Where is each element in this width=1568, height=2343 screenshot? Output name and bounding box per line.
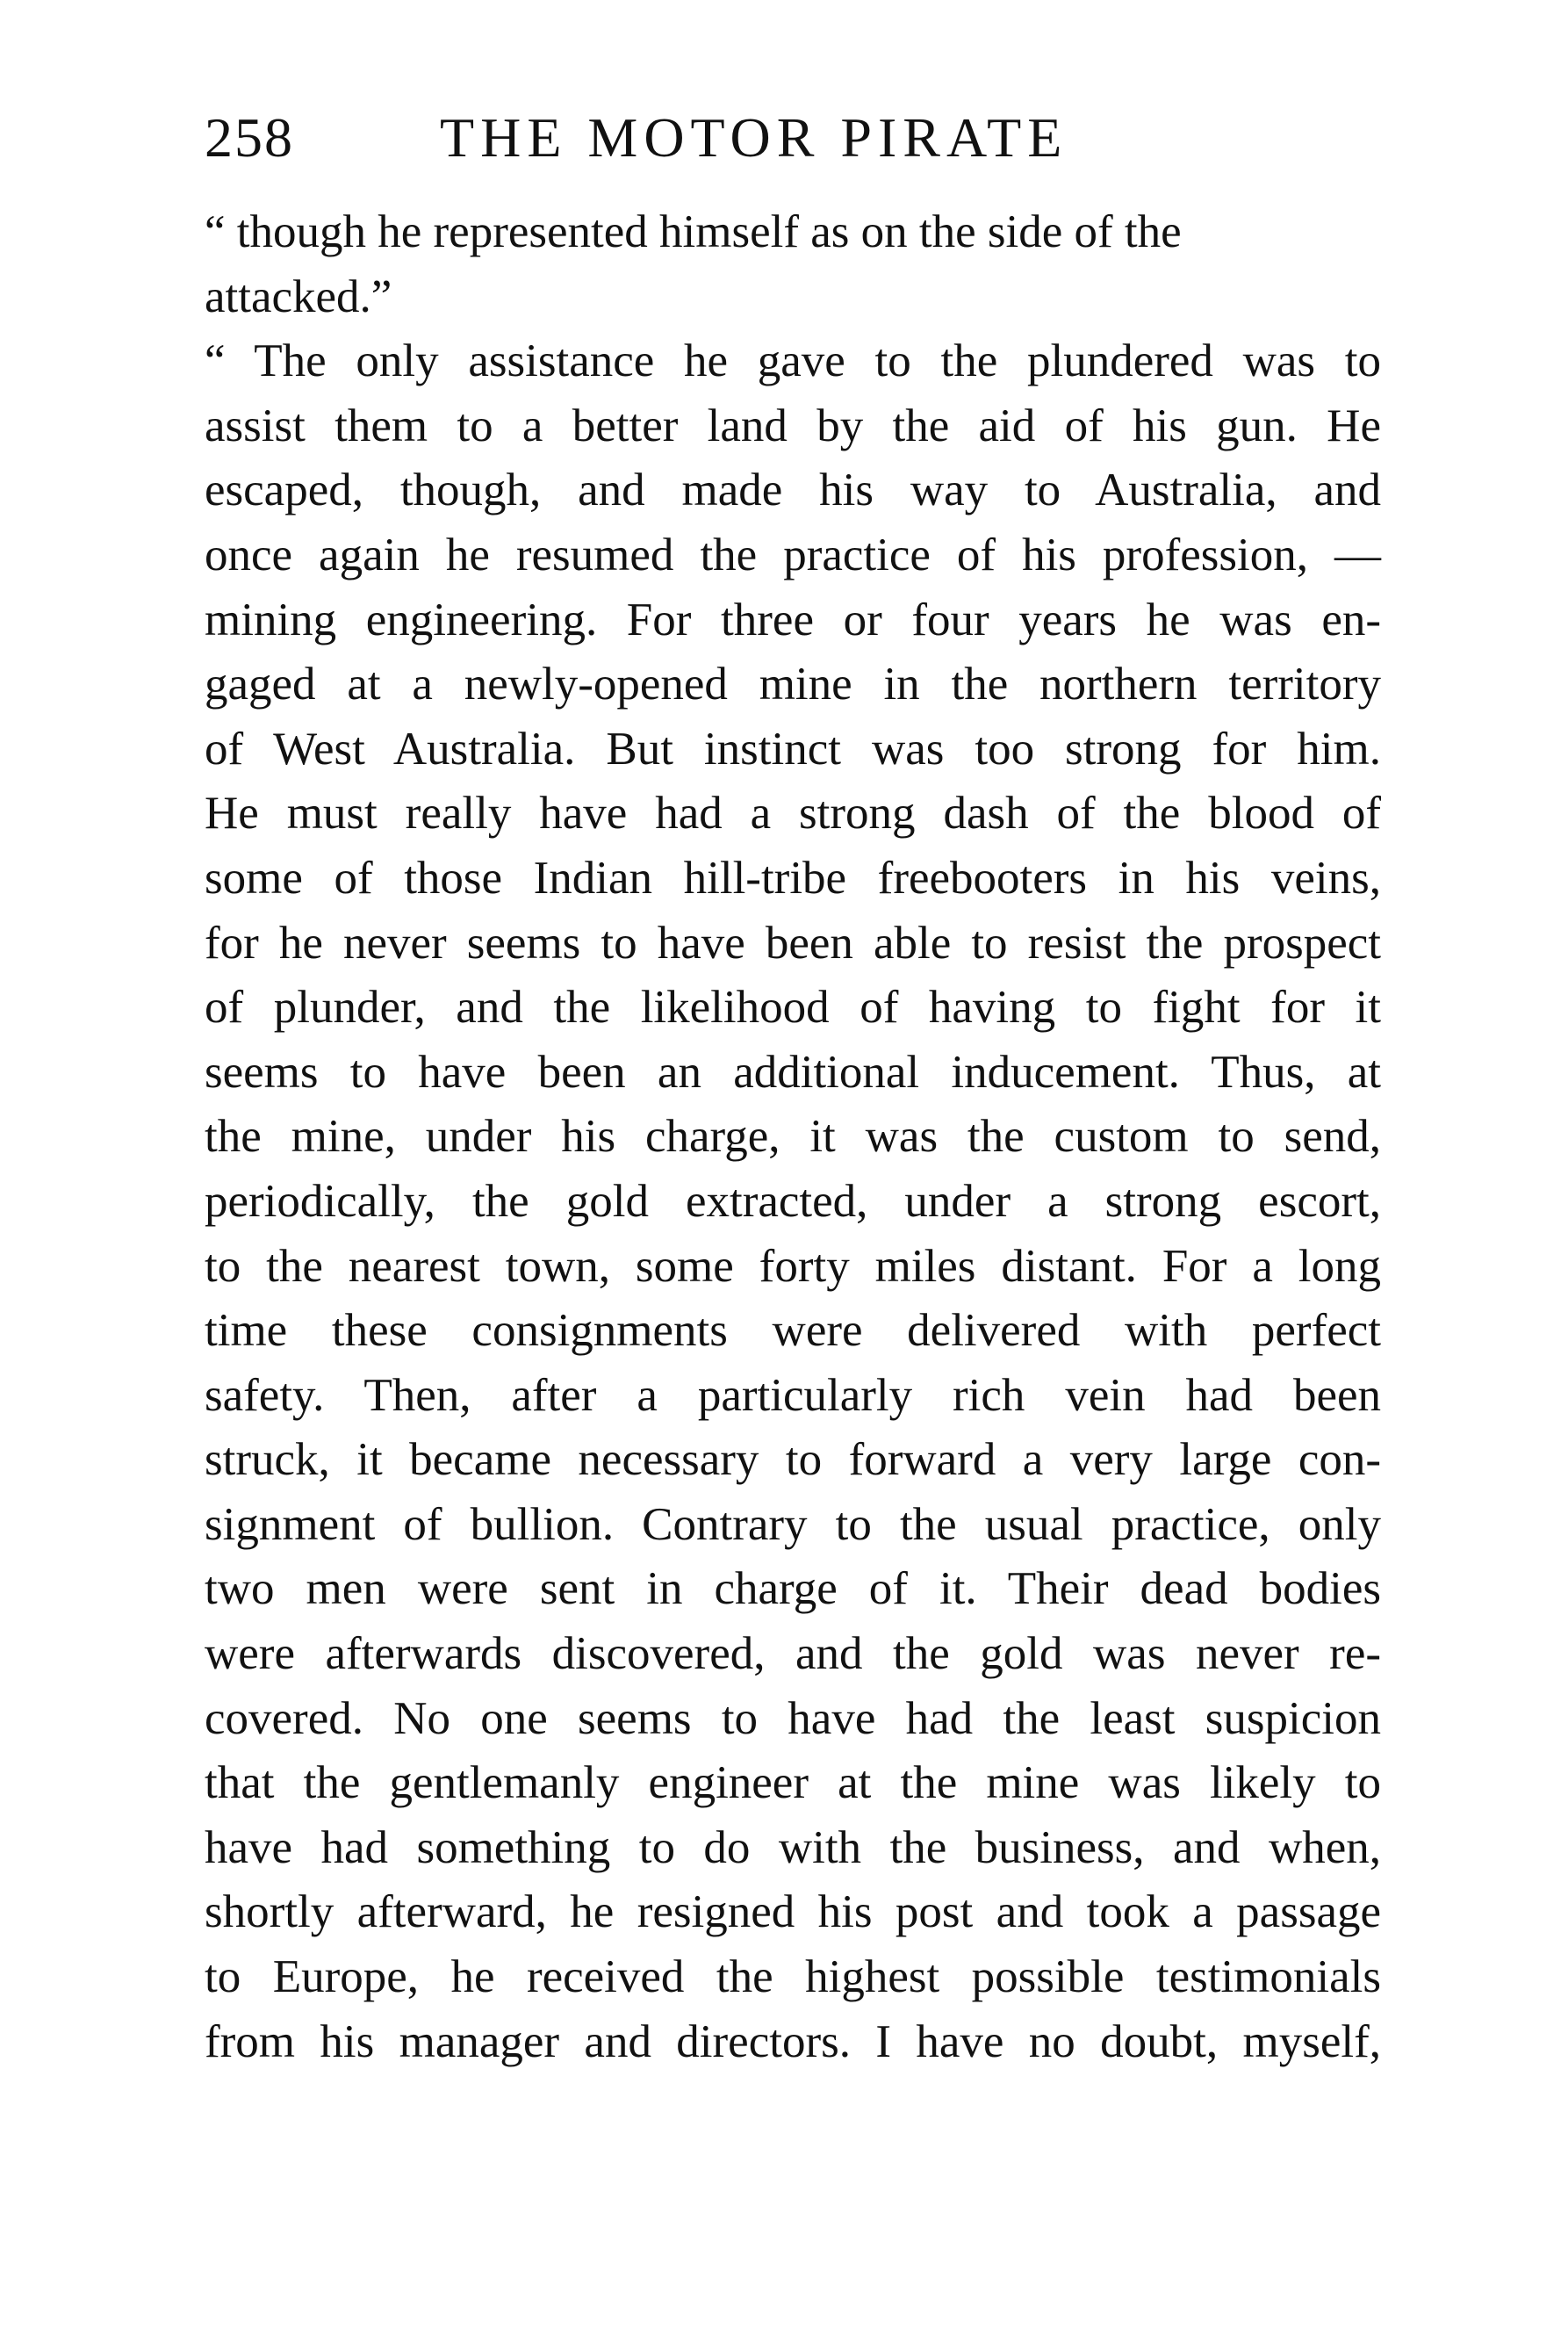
text-line: escaped, though, and made his way to Australia, and — [205, 465, 1381, 516]
text-line: attacked.” — [205, 270, 392, 322]
text-line: shortly afterward, he resigned his post and took a passage — [205, 1886, 1381, 1938]
text-line: of West Australia. But instinct was too strong for him. — [205, 723, 1381, 775]
text-line: safety. Then, after a particularly rich vein had been — [205, 1369, 1381, 1421]
text-line: covered. No one seems to have had the least suspicion — [205, 1692, 1381, 1744]
running-head — [205, 98, 1381, 177]
text-line: time these consignments were delivered with perfect — [205, 1305, 1381, 1357]
page-number: 258 — [205, 106, 294, 169]
text-line: signment of bullion. Contrary to the usual practice, only — [205, 1498, 1381, 1550]
text-line: once again he resumed the practice of his profession, — — [205, 529, 1381, 580]
text-line: assist them to a better land by the aid of his gun. He — [205, 400, 1381, 451]
text-line: the mine, under his charge, it was the custom to send, — [205, 1111, 1381, 1163]
text-line: seems to have been an additional inducement. Thus, at — [205, 1046, 1381, 1098]
text-line: some of those Indian hill-tribe freebooters in his veins, — [205, 852, 1381, 904]
text-line: gaged at a newly-opened mine in the northern territory — [205, 659, 1381, 710]
text-line: two men were sent in charge of it. Their dead bodies — [205, 1563, 1381, 1615]
text-line: He must really have had a strong dash of the blood of — [205, 788, 1381, 840]
text-line: have had something to do with the business, and when, — [205, 1821, 1381, 1873]
text-line: to the nearest town, some forty miles distant. For a long — [205, 1240, 1381, 1292]
text-line: periodically, the gold extracted, under a strong escort, — [205, 1175, 1381, 1227]
text-line: “ though he represented himself as on the side of the — [205, 206, 1182, 257]
text-line: of plunder, and the likelihood of having to fight for it — [205, 982, 1381, 1034]
running-title: THE MOTOR PIRATE — [440, 106, 1068, 169]
body-text — [205, 200, 1381, 2074]
text-line: struck, it became necessary to forward a very large con- — [205, 1434, 1381, 1486]
text-line: were afterwards discovered, and the gold was never re- — [205, 1628, 1381, 1680]
text-line: mining engineering. For three or four years he was en- — [205, 594, 1381, 645]
text-line: for he never seems to have been able to resist the prospect — [205, 917, 1381, 969]
text-line: from his manager and directors. I have no doubt, myself, — [205, 2015, 1381, 2067]
text-line: to Europe, he received the highest possible testimonials — [205, 1951, 1381, 2003]
text-line: that the gentlemanly engineer at the mine was likely to — [205, 1757, 1381, 1809]
text-line: “ The only assistance he gave to the plundered was to — [205, 335, 1381, 387]
